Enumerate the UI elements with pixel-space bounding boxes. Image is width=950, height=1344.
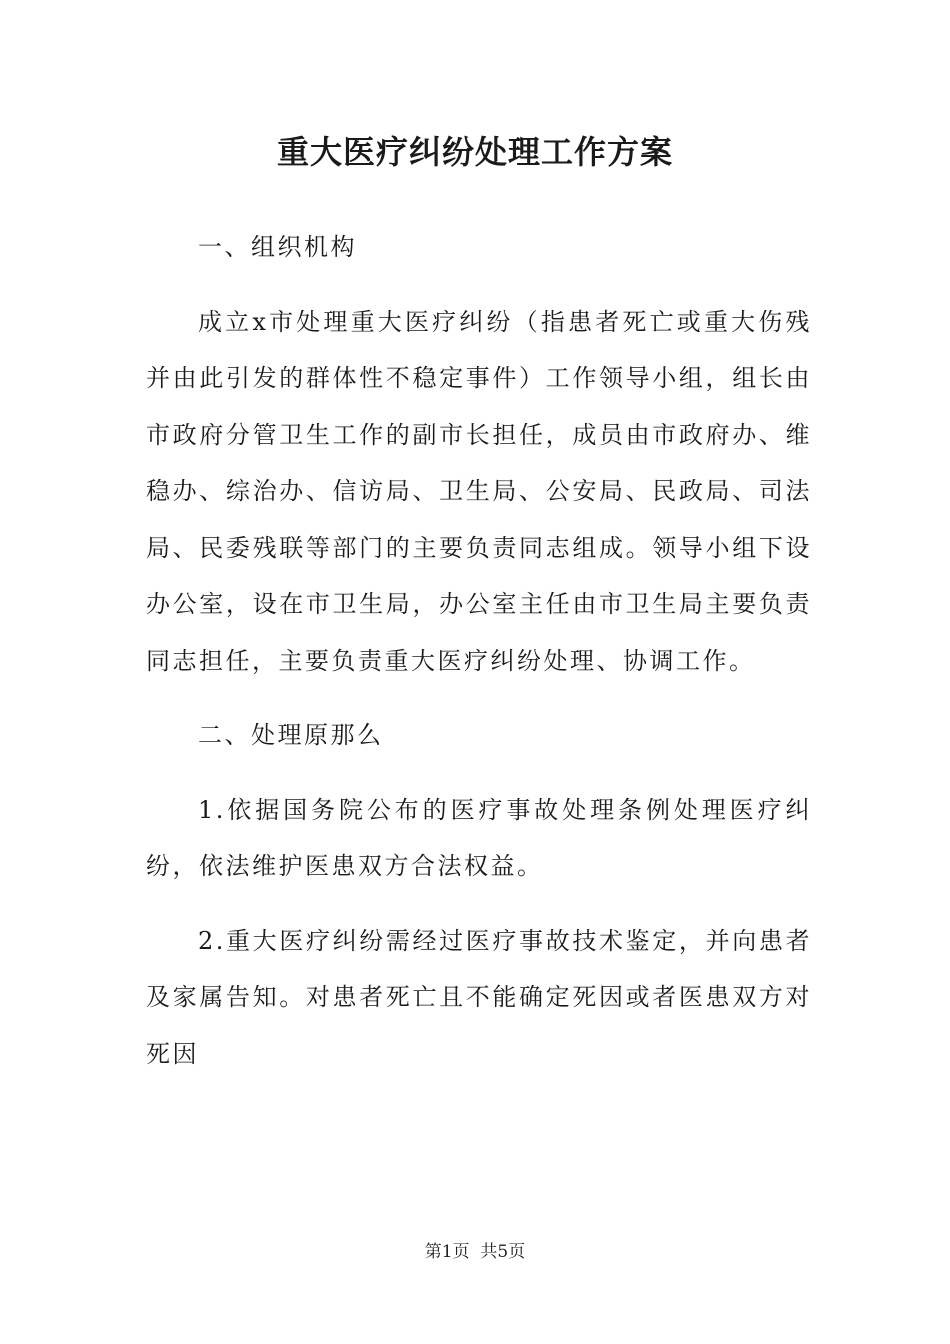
page-footer [0,1240,950,1264]
page-total: 共5页 [480,1242,526,1262]
paragraph-principle-1: 1.依据国务院公布的医疗事故处理条例处理医疗纠纷，依法维护医患双方合法权益。 [146,795,812,880]
paragraph-principle-2: 2.重大医疗纠纷需经过医疗事故技术鉴定，并向患者及家属告知。对患者死亡且不能确定死因或者医患双方对死因 [146,926,812,1068]
document-body [146,219,812,1100]
footer-spacer [470,1242,481,1262]
section-heading-organization: 一、组织机构 [198,233,357,261]
page-number: 第1页 [424,1242,470,1262]
paragraph-organization: 成立x市处理重大医疗纠纷（指患者死亡或重大伤残并由此引发的群体性不稳定事件）工作领导小组，组长由市政府分管卫生工作的副市长担任，成员由市政府办、维稳办、综治办、信访局、卫生局、公安局、民政局、司法局、民委残联等部门的主要负责同志组成。领导小组下设办公室，设在市卫生局，办公室主任由市卫生局主要负责同志担任，主要负责重大医疗纠纷处理、协调工作。 [146,307,812,675]
section-heading-principles: 二、处理原那么 [198,721,384,749]
document-title: 重大医疗纠纷处理工作方案 [276,133,673,171]
